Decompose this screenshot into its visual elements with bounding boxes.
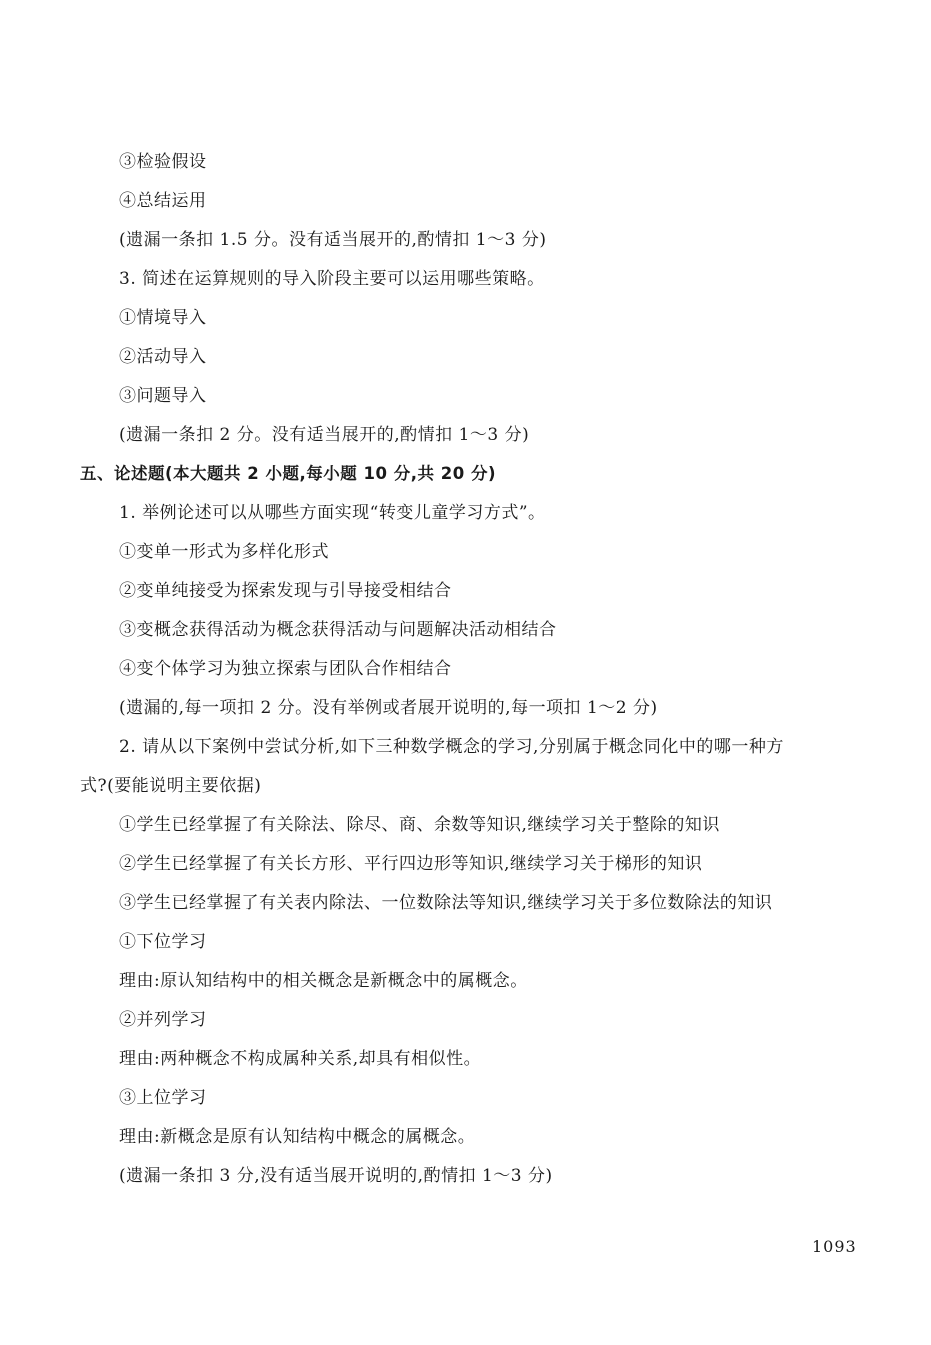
case-item: ②学生已经掌握了有关长方形、平行四边形等知识,继续学习关于梯形的知识 [119, 854, 703, 874]
section-heading: 五、论述题(本大题共 2 小题,每小题 10 分,共 20 分) [80, 464, 496, 483]
page-number: 1093 [812, 1237, 857, 1256]
scoring-note: (遗漏一条扣 1.5 分。没有适当展开的,酌情扣 1～3 分) [119, 230, 547, 250]
answer-item: ②活动导入 [119, 347, 207, 367]
scoring-note: (遗漏一条扣 2 分。没有适当展开的,酌情扣 1～3 分) [119, 425, 530, 445]
answer-reason: 理由:原认知结构中的相关概念是新概念中的属概念。 [119, 971, 528, 991]
answer-item: ③变概念获得活动为概念获得活动与问题解决活动相结合 [119, 620, 557, 640]
answer-item: ①下位学习 [119, 932, 207, 952]
answer-reason: 理由:新概念是原有认知结构中概念的属概念。 [119, 1127, 476, 1147]
case-item: ③学生已经掌握了有关表内除法、一位数除法等知识,继续学习关于多位数除法的知识 [119, 893, 773, 913]
question-text-continued: 式?(要能说明主要依据) [80, 776, 262, 796]
answer-item-verify-hypothesis: ③检验假设 [119, 152, 207, 172]
answer-item: ②变单纯接受为探索发现与引导接受相结合 [119, 581, 452, 601]
scoring-note: (遗漏一条扣 3 分,没有适当展开说明的,酌情扣 1～3 分) [119, 1166, 553, 1186]
scoring-note: (遗漏的,每一项扣 2 分。没有举例或者展开说明的,每一项扣 1～2 分) [119, 698, 658, 718]
question-text: 1. 举例论述可以从哪些方面实现“转变儿童学习方式”。 [119, 503, 546, 523]
answer-reason: 理由:两种概念不构成属种关系,却具有相似性。 [119, 1049, 482, 1069]
answer-item: ③问题导入 [119, 386, 207, 406]
answer-item: ②并列学习 [119, 1010, 207, 1030]
question-text: 3. 简述在运算规则的导入阶段主要可以运用哪些策略。 [119, 269, 545, 289]
answer-item: ①变单一形式为多样化形式 [119, 542, 329, 562]
answer-item: ④变个体学习为独立探索与团队合作相结合 [119, 659, 452, 679]
answer-item: ③上位学习 [119, 1088, 207, 1108]
question-text: 2. 请从以下案例中尝试分析,如下三种数学概念的学习,分别属于概念同化中的哪一种方 [119, 737, 784, 757]
answer-item-summarize-apply: ④总结运用 [119, 191, 207, 211]
answer-item: ①情境导入 [119, 308, 207, 328]
case-item: ①学生已经掌握了有关除法、除尽、商、余数等知识,继续学习关于整除的知识 [119, 815, 720, 835]
